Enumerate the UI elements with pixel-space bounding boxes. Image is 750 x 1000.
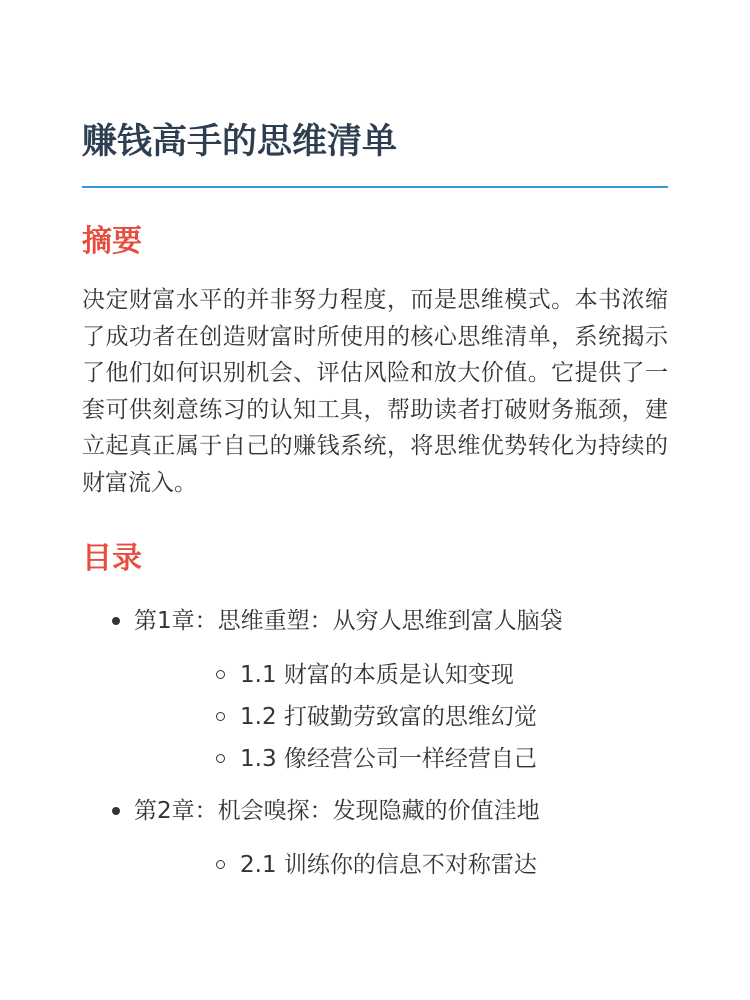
page-title: 赚钱高手的思维清单 [82, 122, 398, 162]
toc-section-1-3 [134, 739, 668, 779]
toc-section-1-1 [134, 655, 668, 695]
section-label: 1.3 像经营公司一样经营自己 [240, 746, 537, 772]
table-of-contents [82, 601, 668, 885]
hollow-bullet-icon [216, 670, 225, 679]
toc-section-1-2 [134, 697, 668, 737]
title-divider [82, 186, 668, 188]
chapter-label: 第1章：思维重塑：从穷人思维到富人脑袋 [134, 608, 563, 634]
section-label: 1.2 打破勤劳致富的思维幻觉 [240, 704, 537, 730]
toc-chapter-1 [82, 601, 668, 779]
chapter-label: 第2章：机会嗅探：发现隐藏的价值洼地 [134, 798, 540, 824]
section-label: 2.1 训练你的信息不对称雷达 [240, 852, 537, 878]
hollow-bullet-icon [216, 712, 225, 721]
toc-section-2-1 [134, 845, 668, 885]
summary-paragraph: 决定财富水平的并非努力程度，而是思维模式。本书浓缩了成功者在创造财富时所使用的核心思维清单，系统揭示了他们如何识别机会、评估风险和放大价值。它提供了一套可供刻意练习的认知工具，帮助读者打破财务瓶颈，建立起真正属于自己的赚钱系统，将思维优势转化为持续的财富流入。 [82, 287, 668, 496]
section-label: 1.1 财富的本质是认知变现 [240, 662, 514, 688]
bullet-icon [112, 617, 120, 625]
chapter-sections [134, 845, 668, 885]
summary-heading: 摘要 [82, 224, 142, 259]
hollow-bullet-icon [216, 754, 225, 763]
toc-chapter-2 [82, 791, 668, 885]
toc-heading: 目录 [82, 541, 142, 576]
chapter-sections [134, 655, 668, 779]
bullet-icon [112, 807, 120, 815]
hollow-bullet-icon [216, 860, 225, 869]
